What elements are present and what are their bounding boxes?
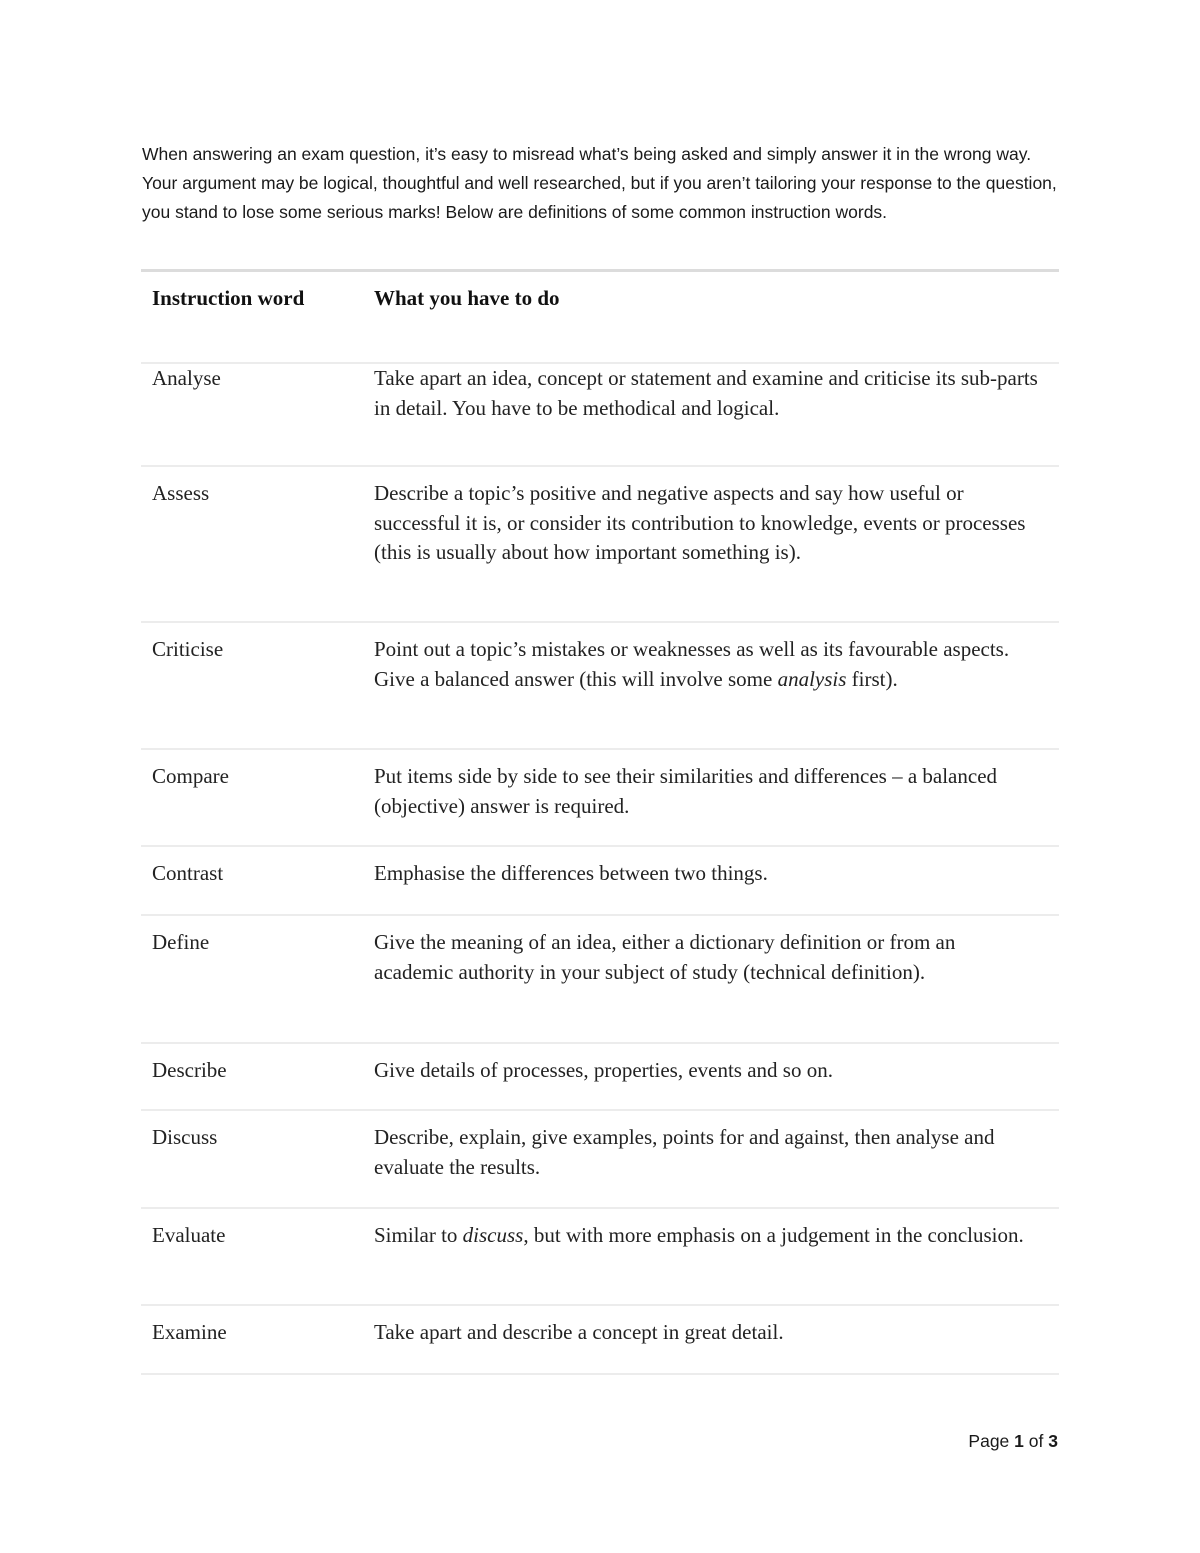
table-row-contrast (141, 847, 1059, 916)
definition-evaluate-italic: discuss (462, 1223, 524, 1247)
page-number-footer (968, 1431, 1058, 1452)
word-define: Define (152, 930, 210, 954)
word-describe: Describe (152, 1058, 227, 1082)
total-pages-number: 3 (1048, 1431, 1058, 1451)
table-row-describe (141, 1044, 1059, 1111)
definition-describe: Give details of processes, properties, events and so on. (374, 1058, 833, 1082)
definition-criticise-italic: analysis (777, 666, 847, 691)
definition-criticise (374, 635, 1059, 748)
table-row-assess (141, 467, 1059, 623)
definition-evaluate-part-2: , but with more emphasis on a judgement in the conclusion. (523, 1223, 1024, 1247)
definition-evaluate-part-1: Similar to (374, 1223, 463, 1247)
table-header-row (141, 272, 1059, 364)
word-assess: Assess (152, 481, 210, 505)
of-label: of (1028, 1431, 1044, 1451)
table-row-criticise (141, 623, 1059, 750)
word-evaluate: Evaluate (152, 1223, 226, 1247)
table-row-examine (141, 1306, 1059, 1375)
definition-examine: Take apart and describe a concept in great detail. (374, 1320, 784, 1344)
header-what-to-do: What you have to do (374, 286, 560, 310)
definition-discuss: Describe, explain, give examples, points for and against, then analyse and evaluate the results. (374, 1125, 995, 1179)
current-page-number: 1 (1014, 1431, 1024, 1451)
definition-evaluate (374, 1221, 1059, 1304)
word-compare: Compare (152, 764, 229, 788)
word-criticise: Criticise (152, 637, 224, 661)
word-contrast: Contrast (152, 861, 224, 885)
word-discuss: Discuss (152, 1125, 218, 1149)
page-label: Page (968, 1431, 1010, 1451)
word-examine: Examine (152, 1320, 227, 1344)
definition-criticise-part-2: first). (846, 666, 898, 691)
definition-compare: Put items side by side to see their similarities and differences – a balanced (objective) answer is required. (374, 764, 998, 818)
definition-analyse: Take apart an idea, concept or statement and examine and criticise its sub-parts in detail. You have to be methodical and logical. (374, 366, 1038, 420)
definition-assess: Describe a topic’s positive and negative aspects and say how useful or successful it is, or consider its contribution to knowledge, events or processes (this is usually about how important something is). (374, 481, 1026, 564)
definition-contrast: Emphasise the differences between two things. (374, 861, 768, 885)
definition-criticise-part-1: Point out a topic’s mistakes or weaknesses as well as its favourable aspects. Give a balanced answer (this will involve some (374, 637, 1010, 691)
table-row-define (141, 916, 1059, 1044)
definition-define: Give the meaning of an idea, either a dictionary definition or from an academic authority in your subject of study (technical definition). (374, 930, 956, 984)
intro-paragraph: When answering an exam question, it’s easy to misread what’s being asked and simply answer it in the wrong way. Your argument may be logical, thoughtful and well researched, but if you aren’t tailoring your response to the question, you stand to lose some serious marks! Below are definitions of some common instruction words. (142, 144, 1057, 222)
table-row-analyse (141, 354, 1059, 467)
table-row-evaluate (141, 1209, 1059, 1306)
table-row-compare (141, 750, 1059, 847)
table-row-discuss (141, 1111, 1059, 1209)
header-instruction-word: Instruction word (152, 286, 305, 310)
word-analyse: Analyse (152, 366, 221, 390)
instruction-words-table (141, 269, 1059, 1375)
